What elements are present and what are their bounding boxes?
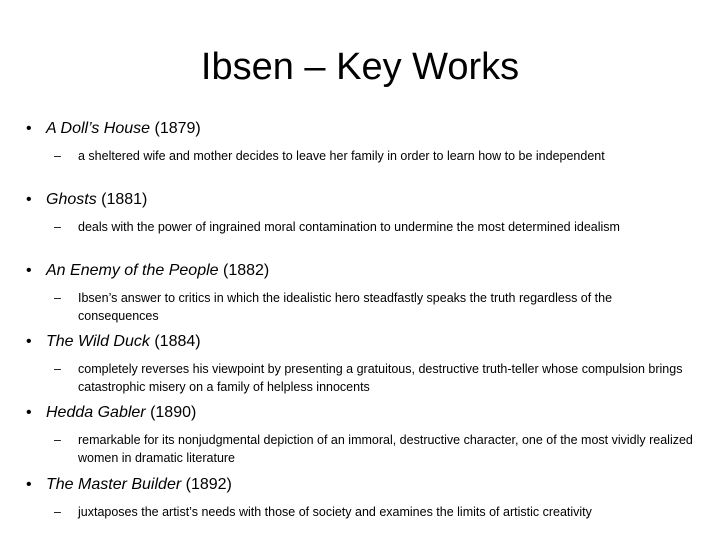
work-description: juxtaposes the artist’s needs with those of society and examines the limits of artistic creativity	[78, 505, 592, 519]
work-item-hedda-gabler	[26, 402, 696, 467]
bullet-icon: •	[26, 262, 32, 279]
work-year: (1892)	[181, 476, 232, 493]
work-item-wild-duck	[26, 331, 696, 396]
work-heading	[26, 402, 696, 424]
work-item-dolls-house	[26, 118, 696, 165]
dash-icon: –	[54, 149, 61, 163]
work-description-row	[54, 503, 696, 521]
work-description: Ibsen’s answer to critics in which the idealistic hero steadfastly speaks the truth regardless of the consequences	[78, 291, 613, 323]
dash-icon: –	[54, 220, 61, 234]
work-year: (1879)	[150, 120, 201, 137]
work-description-row	[54, 218, 696, 236]
dash-icon: –	[54, 291, 61, 305]
work-description: a sheltered wife and mother decides to leave her family in order to learn how to be independent	[78, 149, 605, 163]
work-title: An Enemy of the People	[46, 262, 219, 279]
work-heading	[26, 189, 696, 211]
work-item-master-builder	[26, 474, 696, 521]
work-description-row	[54, 431, 696, 467]
work-title: Ghosts	[46, 191, 97, 208]
bullet-icon: •	[26, 191, 32, 208]
work-description-row	[54, 289, 696, 325]
dash-icon: –	[54, 362, 61, 376]
work-title: A Doll’s House	[46, 120, 151, 137]
work-heading	[26, 331, 696, 353]
work-year: (1884)	[149, 333, 201, 350]
bullet-icon: •	[26, 404, 32, 421]
work-item-enemy-of-the-people	[26, 260, 696, 325]
bullet-icon: •	[26, 333, 32, 350]
work-description-row	[54, 147, 696, 165]
slide-title: Ibsen – Key Works	[200, 46, 520, 88]
work-title: The Master Builder	[46, 476, 182, 493]
work-description: completely reverses his viewpoint by presenting a gratuitous, destructive truth-teller whose compulsion brings catastrophic misery on a family of helpless innocents	[78, 362, 683, 394]
work-title: The Wild Duck	[46, 333, 150, 350]
work-heading	[26, 118, 696, 140]
work-item-ghosts	[26, 189, 696, 236]
bullet-icon: •	[26, 476, 32, 493]
dash-icon: –	[54, 433, 61, 447]
work-heading	[26, 474, 696, 496]
work-description: deals with the power of ingrained moral contamination to undermine the most determined idealism	[78, 220, 620, 234]
work-year: (1882)	[218, 262, 270, 279]
work-description: remarkable for its nonjudgmental depiction of an immoral, destructive character, one of the most vividly realized women in dramatic literature	[78, 433, 693, 465]
work-year: (1881)	[96, 191, 148, 208]
work-heading	[26, 260, 696, 282]
work-title: Hedda Gabler	[46, 404, 146, 421]
bullet-icon: •	[26, 120, 32, 137]
dash-icon: –	[54, 505, 61, 519]
work-description-row	[54, 360, 696, 396]
work-year: (1890)	[145, 404, 197, 421]
